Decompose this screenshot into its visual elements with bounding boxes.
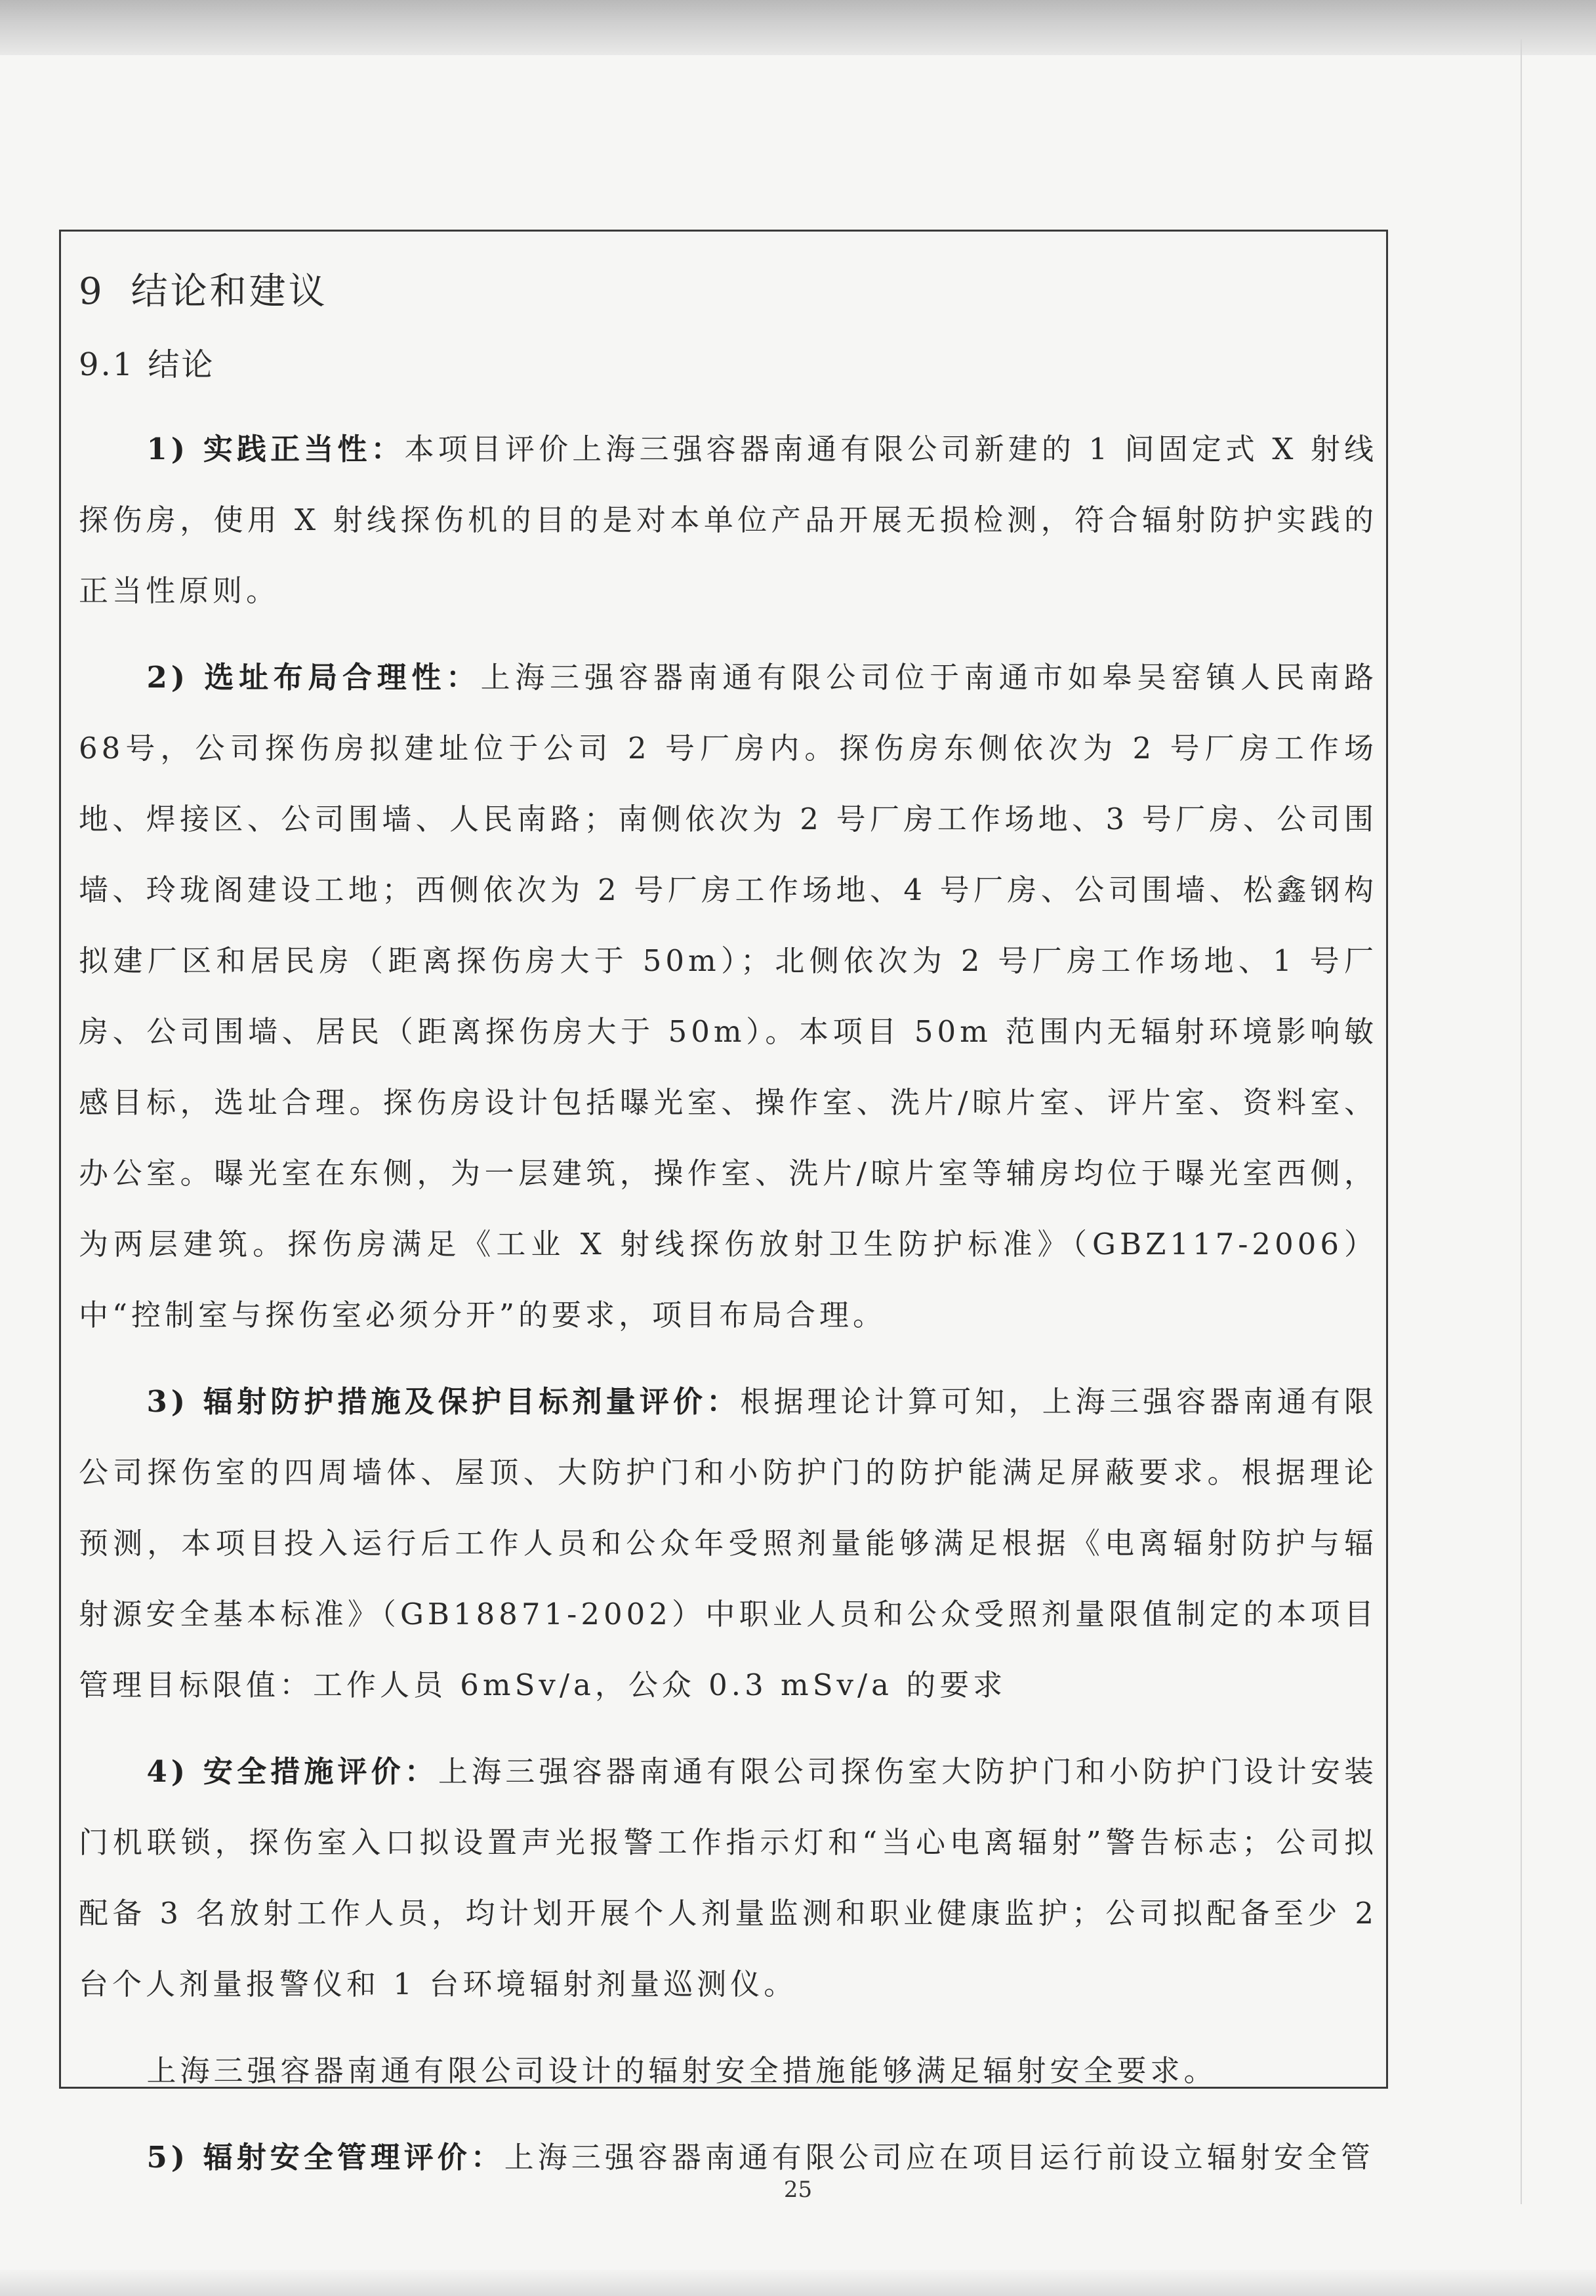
paragraph-text: 上海三强容器南通有限公司探伤室大防护门和小防护门设计安装门机联锁，探伤室入口拟设置声光报警工作指示灯和“当心电离辐射”警告标志；公司拟配备 3 名放射工作人员，均计划开展个人剂量监测和职业健康监护；公司拟配备至少 2 台个人剂量报警仪和 1 台环境辐射剂量巡测仪。 xyxy=(79,1754,1378,2001)
paragraph-lead: 4) 安全措施评价： xyxy=(146,1754,438,1789)
safety-statement: 上海三强容器南通有限公司设计的辐射安全措施能够满足辐射安全要求。 xyxy=(146,2053,1217,2088)
paragraph-lead: 2) 选址布局合理性： xyxy=(146,660,481,695)
paragraph-practice-justification xyxy=(79,414,1378,626)
paragraph-lead: 1) 实践正当性： xyxy=(146,432,405,466)
section-heading xyxy=(79,266,1378,318)
paragraph-text: 本项目评价上海三强容器南通有限公司新建的 1 间固定式 X 射线探伤房，使用 X 射线探伤机的目的是对本单位产品开展无损检测，符合辐射防护实践的正当性原则。 xyxy=(79,432,1378,608)
paragraph-text: 根据理论计算可知，上海三强容器南通有限公司探伤室的四周墙体、屋顶、大防护门和小防护门的防护能满足屏蔽要求。根据理论预测，本项目投入运行后工作人员和公众年受照剂量能够满足根据《电离辐射防护与辐射源安全基本标准》（GB18871-2002）中职业人员和公众受照剂量限值制定的本项目管理目标限值：工作人员 6mSv/a，公众 0.3 mSv/a 的要求 xyxy=(79,1384,1378,1702)
paragraph-radiation-protection xyxy=(79,1366,1378,1721)
paragraph-text: 上海三强容器南通有限公司应在项目运行前设立辐射安全管 xyxy=(504,2140,1374,2175)
subsection-heading xyxy=(79,342,1378,388)
paragraph-text: 上海三强容器南通有限公司位于南通市如皋吴窑镇人民南路68号，公司探伤房拟建址位于公司 2 号厂房内。探伤房东侧依次为 2 号厂房工作场地、焊接区、公司围墙、人民南路；南侧依次为 2 号厂房工作场地、3 号厂房、公司围墙、玲珑阁建设工地；西侧依次为 2 号厂房工作场地、4 号厂房、公司围墙、松鑫钢构拟建厂区和居民房（距离探伤房大于 50m）；北侧依次为 2 号厂房工作场地、1 号厂房、公司围墙、居民（距离探伤房大于 50m）。本项目 50m 范围内无辐射环境影响敏感目标，选址合理。探伤房设计包括曝光室、操作室、洗片/晾片室、评片室、资料室、办公室。曝光室在东侧，为一层建筑，操作室、洗片/晾片室等辅房均位于曝光室西侧，为两层建筑。探伤房满足《工业 X 射线探伤放射卫生防护标准》（GBZ117-2006）中“控制室与探伤室必须分开”的要求，项目布局合理。 xyxy=(79,660,1378,1332)
scan-bottom-shadow xyxy=(0,2270,1596,2296)
paragraph-lead: 3) 辐射防护措施及保护目标剂量评价： xyxy=(146,1384,741,1419)
page-number: 25 xyxy=(783,2177,813,2203)
scan-right-edge xyxy=(1521,39,1522,2204)
subsection-title: 结论 xyxy=(148,346,215,383)
section-title: 结论和建议 xyxy=(131,270,328,313)
paragraph-site-layout xyxy=(79,642,1378,1351)
section-number: 9 xyxy=(79,270,105,313)
paragraph-lead: 5) 辐射安全管理评价： xyxy=(146,2140,504,2175)
subsection-number: 9.1 xyxy=(79,346,135,383)
document-body xyxy=(79,266,1378,2209)
scan-top-shadow xyxy=(0,0,1596,55)
paragraph-safety-measures xyxy=(79,1736,1378,2020)
